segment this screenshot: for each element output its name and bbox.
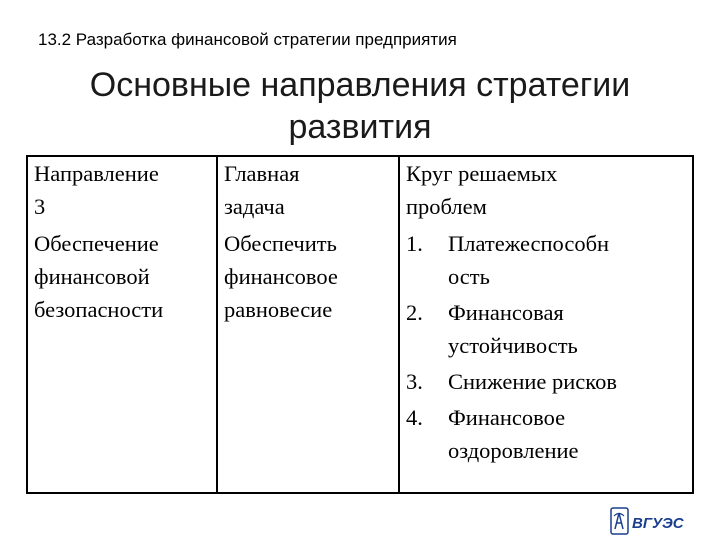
cell-direction-line-2: финансовой bbox=[34, 264, 150, 289]
section-header: 13.2 Разработка финансовой стратегии предприятия bbox=[38, 30, 457, 49]
cell-main-task-line-3: равновесие bbox=[224, 297, 333, 322]
header-direction bbox=[27, 156, 217, 227]
header-direction-line-1: Направление bbox=[34, 161, 159, 186]
list-item-number: 3. bbox=[406, 369, 423, 394]
table-header-row bbox=[27, 156, 693, 227]
list-item-number: 4. bbox=[406, 405, 423, 430]
list-item bbox=[406, 401, 686, 467]
header-problems-line-2: проблем bbox=[406, 194, 487, 219]
cell-problems bbox=[399, 227, 693, 493]
cell-direction-line-3: безопасности bbox=[34, 297, 164, 322]
list-item-text: Финансовое bbox=[448, 405, 566, 430]
header-main-task bbox=[217, 156, 399, 227]
header-problems-line-1: Круг решаемых bbox=[406, 161, 558, 186]
list-item-text: Снижение рисков bbox=[448, 369, 617, 394]
list-item-number: 2. bbox=[406, 300, 423, 325]
header-main-task-line-1: Главная bbox=[224, 161, 300, 186]
cell-direction-line-1: Обеспечение bbox=[34, 231, 159, 256]
university-logo-icon bbox=[610, 507, 690, 535]
list-item-number: 1. bbox=[406, 231, 423, 256]
cell-main-task-line-2: финансовое bbox=[224, 264, 338, 289]
list-item bbox=[406, 296, 686, 362]
list-item-text: оздоровление bbox=[448, 438, 579, 463]
slide-title bbox=[20, 64, 700, 148]
cell-direction bbox=[27, 227, 217, 493]
problems-list bbox=[406, 227, 686, 467]
list-item bbox=[406, 227, 686, 293]
list-item-text: Платежеспособн bbox=[448, 231, 610, 256]
logo-text: ВГУЭС bbox=[632, 515, 684, 532]
table-row bbox=[27, 227, 693, 493]
cell-main-task-line-1: Обеспечить bbox=[224, 231, 337, 256]
header-problems bbox=[399, 156, 693, 227]
list-item-text: устойчивость bbox=[448, 333, 578, 358]
header-main-task-line-2: задача bbox=[224, 194, 285, 219]
title-line-2: развития bbox=[288, 108, 432, 146]
cell-main-task bbox=[217, 227, 399, 493]
list-item-text: Финансовая bbox=[448, 300, 564, 325]
header-direction-line-2: 3 bbox=[34, 194, 46, 219]
strategy-table bbox=[26, 155, 694, 494]
title-line-1: Основные направления стратегии bbox=[89, 66, 631, 104]
list-item bbox=[406, 365, 686, 398]
list-item-text: ость bbox=[448, 264, 490, 289]
